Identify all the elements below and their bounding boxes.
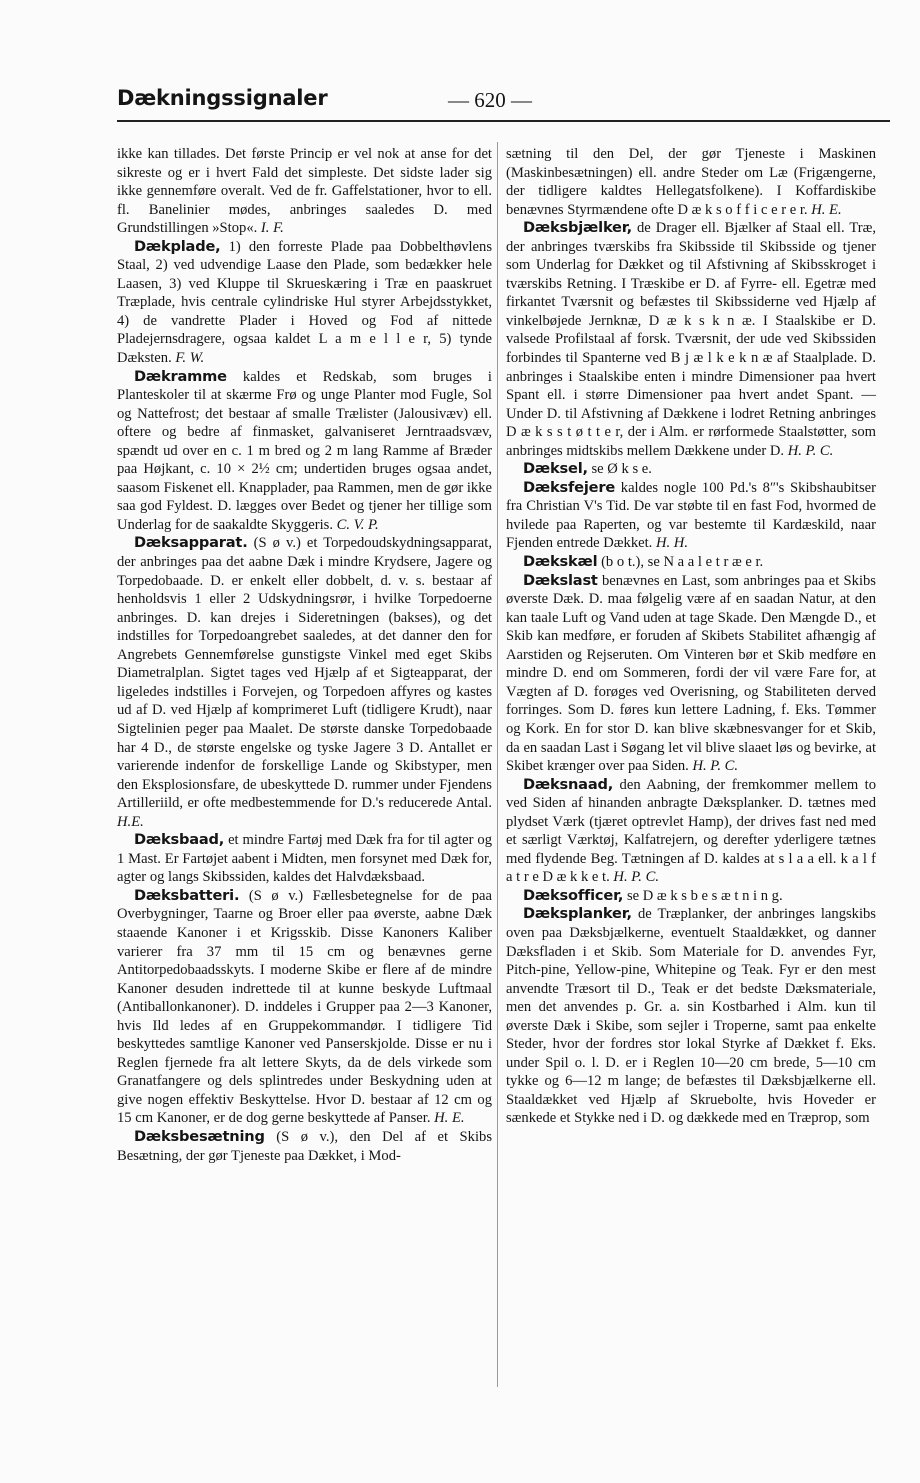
entry-text: kaldes et Redskab, som bruges i Planteskoler til at skærme Frø og unge Planter mod Fugle, Sol og Nattefrost; det bestaar af smalle Trælister (Jalousivæv) ell. oftere og bedre af finmasket, galvaniseret Jerntraadsvæv, spændt ud over en c. 1 m bred og 2 m lang Ramme af Bræder paa Højkant, c. 10 × 2½ cm; undertiden bruges ogsaa andet, saasom Fiskenet ell. Knapplader, paa Rammen, men de gør ikke saa god Fyldest. D. lægges over Bedet og tjener her tillige som Underlag for de saakaldte Skyggeris. — [117, 368, 492, 533]
entry-daeksel — [506, 460, 876, 479]
author-signature: H. E. — [811, 201, 842, 218]
author-signature: H. P. C. — [692, 758, 739, 775]
entry-headword: Dækskæl — [523, 553, 598, 571]
entry-daeksapparat — [117, 534, 492, 831]
author-signature: H. P. C. — [787, 442, 834, 459]
entry-daekplade — [117, 238, 492, 368]
author-signature: H. H. — [655, 535, 688, 552]
entry-daeksplanker — [506, 905, 876, 1128]
entry-daekskael — [506, 553, 876, 572]
author-signature: I. F. — [260, 220, 284, 237]
running-head-title: Dækningssignaler — [117, 86, 328, 110]
entry-daeksbatteri — [117, 887, 492, 1128]
entry-text: sætning til den Del, der gør Tjeneste i Maskinen (Maskinbesætningen) ell. andre Steder om Læ (Frigængerne, der tidligere kaldtes Hellegatsfolkene). I Koffardiskibe benævnes Styrmændene ofte D æ k s o f f i c e r e r. — [506, 146, 876, 218]
entry-headword: Dæksbaad, — [134, 831, 225, 849]
entry-daeksbaad — [117, 831, 492, 887]
entry-daekramme — [117, 368, 492, 535]
right-column — [506, 145, 876, 1128]
entry-text: (S ø v.) et Torpedoudskydningsapparat, der anbringes paa det aabne Dæk i mindre Krydsere, Jagere og Torpedobaade. D. er enkelt eller dobbelt, d. v. s. bestaar af henholdsvis 1 eller 2 Udskydningsrør, i hvilke Torpedoerne anbringes. D. kan drejes i Sideretningen (bakses), og det indstilles for Torpedoangrebet saaledes, at det danner den for Angrebets Gennemførelse gunstigste Vinkel med eget Skibs Diametralplan. Sigtet tages ved Hjælp af et Sigteapparat, der ligeledes indstilles i Forvejen, og Torpedoen affyres og kastes ud af D. ved Hjælp af komprimeret Luft (tidligere Krudt), naar Sigtelinien peger paa Maalet. De største danske Torpedobaade har 4 D., de største engelske og tyske Jagere 3 D. Antallet er varierende indenfor de forskellige Lande og Skibstyper, men den Eksplosionsfare, de ubeskyttede D. rummer under Fjendens Artilleriild, er ofte medbestemmende for D.'s reducerede Antal. — [117, 535, 492, 812]
entry-text: et mindre Fartøj med Dæk fra for til agter og 1 Mast. Er Fartøjet aabent i Midten, men forsynet med Dæk for, agter og langs Skibssiden, kaldes det Halvdæksbaad. — [117, 832, 492, 886]
author-signature: F. W. — [175, 350, 205, 367]
left-column — [117, 145, 492, 1165]
entry-headword: Dækslast — [523, 571, 598, 589]
author-signature: C. V. P. — [336, 516, 379, 533]
entry-text: benævnes en Last, som anbringes paa et Skibs øverste Dæk. D. maa følgelig være af en saadan Natur, at den kan taale Luft og Vand uden at tage Skade. Den Mængde D., et Skib kan medføre, er foruden af Skibets Stabilitet afhængig af Aarstiden og Rejseruten. Om Vinteren bør et Skib medføre en mindre D. end om Sommeren, fordi der vil være Fare for, at Vægten af D. forøges ved Overisning, og Stabiliteten derved forringes. Som D. føres kun lettere Ladning, f. Eks. Tømmer og Kork. En for stor D. kan blive skæbnesvanger for et Skib, da en saadan Last i Søgang let vil blive slaaet løs og bevirke, at Skibet krænger over paa Siden. — [506, 572, 876, 775]
entry-text: (S ø v.) Fællesbetegnelse for de paa Overbygninger, Taarne og Broer eller paa øverste, aabne Dæk staaende Kanoner i et Krigsskib. Disse Kanoners Kaliber varierer fra 37 mm til 15 cm og benævnes gerne Antitorpedobaadsskyts. I moderne Skibe er flere af de mindre Kanoner desuden indrettede til at kunne beskyde Luftmaal (Antiballonkanoner). D. inddeles i Grupper paa 2—3 Kanoner, hvis Ild ledes af en Gruppekommandør. I tidligere Tid beskyttedes samtlige Kanoner ved Panserskjolde. Disse er nu i Reglen fjernede fra alt lettere Skyts, da de dels virkede som Granatfangere og dels splintredes under Beskydning uden at give nogen effektiv Beskyttelse. Hvor D. bestaar af 12 cm og 15 cm Kanoner, er de dog gerne beskyttede af Panser. — [117, 887, 492, 1127]
entry-text: den Aabning, der fremkommer mellem to ved Siden af hinanden anbragte Dæksplanker. D. tætnes med plydset Værk (tjæret optrevlet Hamp), der drives fast ned med et særligt Værktøj, Kalfatrejern, og derefter yderligere tætnes med flydende Beg. Tætningen af D. kaldes at s l a a ell. k a l f a t r e D æ k k e t. — [506, 776, 876, 886]
entry-daeksfejere — [506, 479, 876, 553]
column-divider — [497, 142, 498, 1387]
entry-headword: Dæksnaad, — [523, 775, 614, 793]
entry-text: de Træplanker, der anbringes langskibs oven paa Dæksbjælkerne, eventuelt Staaldækket, og danner Dæksfladen i et Skib. Som Materiale for D. anvendes Fyr, Pitch-pine, Yellow-pine, Whitepine og Teak. Fyr er den mest anvendte Træsort til D., Teak er det bedste Dæksmateriale, men det anvendes p. Gr. a. sin Kostbarhed i Alm. kun til øverste Dæk i Skibe, som sejler i Troperne, samt paa enkelte Steder, hvor der fordres stor lokal Styrke af Dækket f. Eks. under Spil o. l. D. er i Reglen 10—20 cm brede, 5—10 cm tykke og 6—12 m lange; de befæstes til Dæksbjælkerne ell. Staaldækket ved Hjælp af Skruebolte, hvis Hoveder er sænkede et Stykke ned i D. og dækkede med en Træprop, som — [506, 906, 876, 1127]
entry-text: 1) den forreste Plade paa Dobbelthøvlens Staal, 2) ved udvendige Laase den Plade, som bedækker hele Laasen, 3) ved Kluppe til Skrueskæring i Træ en paaskruet Træplade, hvis centrale cylindriske Hul styrer Arbejdsstykket, 4) de vandrette Plader i Hoved og Fod af nittede Pladejernsdragere, ogsaa kaldet L a m e l l e r, 5) tynde Dæksten. — [117, 238, 492, 367]
entry-continuation — [506, 145, 876, 219]
entry-daekslast — [506, 572, 876, 776]
entry-headword: Dæksofficer, — [523, 886, 624, 904]
entry-headword: Dæksplanker, — [523, 905, 632, 923]
entry-headword: Dækplade, — [134, 237, 221, 255]
entry-text: se Ø k s e. — [591, 461, 652, 478]
header-rule — [117, 120, 890, 122]
entry-daeksbjaelker — [506, 219, 876, 460]
author-signature: H. E. — [434, 1110, 465, 1127]
entry-text: se D æ k s b e s æ t n i n g. — [626, 887, 783, 904]
entry-text: kaldes nogle 100 Pd.'s 8″'s Skibshaubitser fra Christian V's Tid. De var støbte til en fast Fod, hvormed de hvilede paa Raperten, og var bestemte til Kardæskild, naar Fjenden entrede Dækket. — [506, 479, 876, 552]
entry-headword: Dæksbatteri. — [134, 886, 240, 904]
entry-daeksbesaetning — [117, 1128, 492, 1165]
entry-text: (b o t.), se N a a l e t r æ e r. — [601, 554, 764, 571]
entry-headword: Dækramme — [134, 367, 227, 385]
entry-headword: Dæksbjælker, — [523, 219, 632, 237]
entry-headword: Dæksapparat. — [134, 534, 248, 552]
entry-continuation — [117, 145, 492, 238]
page-number: — 620 — — [448, 88, 532, 112]
entry-daeksofficer — [506, 887, 876, 906]
entry-text: (S ø v.), den Del af et Skibs Besætning, der gør Tjeneste paa Dækket, i Mod- — [117, 1128, 492, 1164]
entry-text: ikke kan tillades. Det første Princip er vel nok at anse for det sikreste og er i hvert Fald det simpleste. Det sidste lader sig ikke gennemføre overalt. Ved de fr. Gaffelstationer, hvor to ell. fl. Banelinier mødes, anbringes saaledes D. med Grundstillingen »Stop«. — [117, 146, 492, 237]
author-signature: H.E. — [117, 813, 144, 830]
entry-headword: Dæksbesætning — [134, 1127, 265, 1145]
entry-headword: Dæksel, — [523, 460, 588, 478]
author-signature: H. P. C. — [613, 869, 659, 886]
entry-headword: Dæksfejere — [523, 478, 616, 496]
entry-daeksnaad — [506, 776, 876, 887]
entry-text: de Drager ell. Bjælker af Staal ell. Træ, der anbringes tværskibs fra Skibsside til Skibsside og tjener som Underlag for Dækket og til Afstivning af Skibsskroget i tværskibs Retning. I Træskibe er D. af Fyrre- ell. Egetræ med firkantet Tværsnit og befæstes til Skibssiderne ved Hjælp af vinkelbøjede Jernknæ, D æ k s k n æ. I Staalskibe er D. valsede Profilstaal af forsk. Tværsnit, der ude ved Skibssiden forbindes til Spanterne ved B j æ l k e k n æ af Staalplade. D. anbringes i Staalskibe enten i mindre Dimensioner paa hvert Spant ell. i større Dimensioner paa hvert andet Spant. — Under D. til Afstivning af Dækkene i lodret Retning anbringes D æ k s s t ø t t e r, der i Alm. er rørformede Staalstøtter, som anbringes midtskibs mellem Dækkene under D. — [506, 220, 876, 459]
